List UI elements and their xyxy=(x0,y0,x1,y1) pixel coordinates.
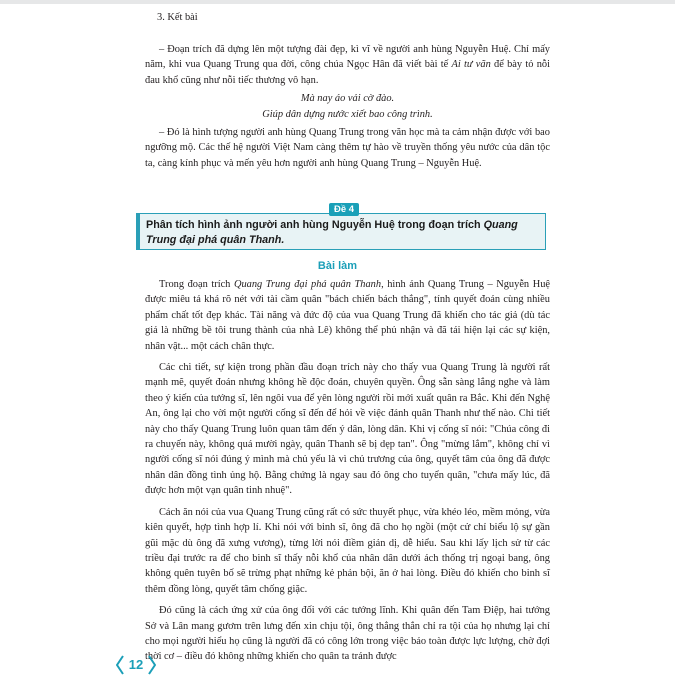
page-number xyxy=(116,655,156,675)
top-rule xyxy=(0,0,675,4)
exercise-prompt-plain: Phân tích hình ảnh người anh hùng Nguyễn Huệ trong đoạn trích xyxy=(146,219,484,231)
answer-paragraph-4: Đó cũng là cách ứng xử của ông đối với các tướng lĩnh. Khi quân đến Tam Điệp, hai tướng Sở và Lân mang gươm trên lưng đến xin chịu tội, ông thẳng thắn chỉ ra tội của họ nhưng lại chỉ cho mọi người hiểu họ cũng là người đã có công lớn trong việc bảo toàn được lực lượng, chờ đợi thời cơ – điều đó không những khiến cho quân ta tránh được xyxy=(145,605,550,663)
answer-heading: Bài làm xyxy=(317,260,358,272)
p1-title: Quang Trung đại phá quân Thanh xyxy=(233,279,382,290)
conclusion-block xyxy=(145,42,550,171)
exercise-prompt xyxy=(146,218,542,247)
p1-rest: , hình ảnh Quang Trung – Nguyễn Huệ được miêu tả khá rõ nét với tài cầm quân "bách chiến bách thắng", tính quyết đoán cùng nhiều phẩm chất tốt đẹp khác. Tài năng và đức độ của vua Quang Trung đã khiến cho tác giả (dù tác giả là những bề tôi trung thành của nhà Lê) không thể phủ nhận và đã tái hiện lại các sự kiện, nhân vật... một cách chân thực. xyxy=(145,279,551,352)
conclusion-paragraph-1 xyxy=(145,42,550,88)
exercise-prompt-italic: Quang Trung đại phá quân Thanh. xyxy=(146,219,518,246)
verse-line-1: Mà nay áo vải cờ đào. xyxy=(300,93,395,105)
conclusion-text-1: – Đoạn trích đã dựng lên một tượng đài đẹp, kì vĩ về người anh hùng Nguyễn Huệ. Chỉ mấy năm, khi vua Quang Trung qua đời, công chúa Ngọc Hân đã viết bài tế xyxy=(145,44,550,71)
answer-paragraph-3: Cách ăn nói của vua Quang Trung cũng rất có sức thuyết phục, vừa khéo léo, mềm mỏng, vừa kiên quyết, hợp tình hợp lí. Khi nói với binh sĩ, ông đã cho họ ngồi (một cử chỉ biểu lộ sự gần gũi mặc dù ông đã xưng vương), từng lời nói điềm giản dị, dễ hiểu. Sau khi lấy lịch sử từ các triều đại trước ra để cho binh sĩ thấy nỗi khổ của nhân dân dưới ách thống trị ngoại bang, ông không quên tuyên bố sẽ trừng phạt những kẻ phản bội, ăn ở hai lòng. Điều đó khiến cho binh sĩ thêm đồng lòng, quyết tâm chống giặc. xyxy=(145,506,550,595)
page-number-text: 12 xyxy=(128,657,144,672)
verse-line-2: Giúp dân dựng nước xiết bao công trình. xyxy=(262,108,433,120)
exercise-badge: Đề 4 xyxy=(329,203,359,216)
section-heading: 3. Kết bài xyxy=(157,12,198,23)
answer-body xyxy=(145,277,550,665)
p1-intro: Trong đoạn trích xyxy=(159,279,234,290)
answer-paragraph-1 xyxy=(145,277,550,354)
conclusion-paragraph-2: – Đó là hình tượng người anh hùng Quang Trung trong văn học mà ta cảm nhận được với bao ngưỡng mộ. Các thế hệ người Việt Nam càng thêm tự hào về truyền thống yêu nước của dân tộc ta, càng kính phục và mến yêu hơn người anh hùng Quang Trung – Nguyễn Huệ. xyxy=(145,127,550,169)
tribute-title: Ai tư vãn xyxy=(451,59,491,71)
answer-paragraph-2: Các chi tiết, sự kiện trong phần đầu đoạn trích này cho thấy vua Quang Trung là người rất mạnh mẽ, quyết đoán nhưng không hề độc đoán, chuyên quyền. Ông sẵn sàng lắng nghe và làm theo ý kiến của tướng sĩ, lên ngôi vua để yên lòng người rồi mới xuất quân ra Bắc. Khi đến Nghệ An, ông lại cho vời một người cống sĩ đến để hỏi về việc đánh quân Thanh như thế nào. Chi tiết này cho thấy Quang Trung luôn quan tâm đến ý dân, lòng dân. Khi vị cống sĩ nói: "Chúa công đi ra chuyến này, không quá mười ngày, quân Thanh sẽ bị dẹp tan". Ông "mừng lắm", không chỉ vì người cống sĩ nói đúng ý mình mà chủ yếu là vì chủ trương của ông, quyết tâm của ông đã được nhân dân đồng tình ủng hộ. Bằng chứng là ngay sau đó ông cho tuyển quân, "chưa mấy lúc, đã được hơn một vạn quân tinh nhuệ". xyxy=(145,362,550,497)
tribute-tail: để bày tỏ nỗi đau khổ cũng như nỗi tiếc thương vô hạn. xyxy=(145,59,550,86)
